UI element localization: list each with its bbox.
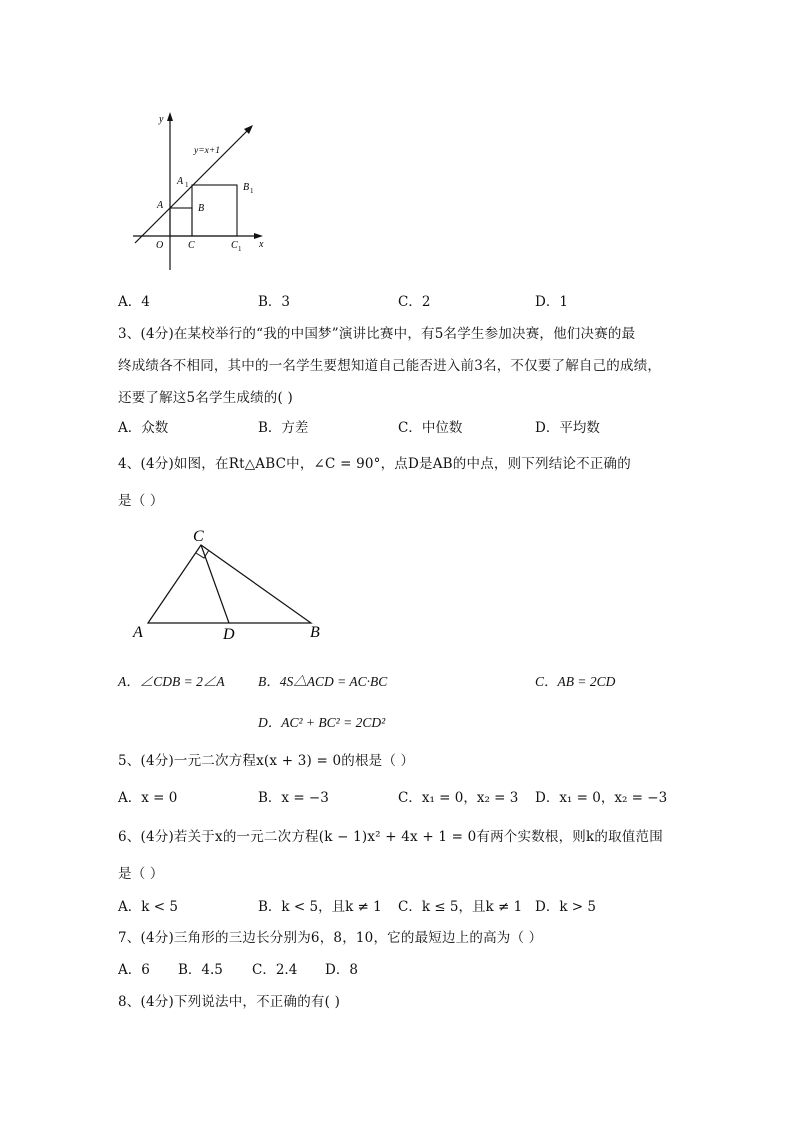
label-C1-sub: 1 [238, 245, 242, 253]
triangle-ABC [148, 545, 311, 623]
label-C: C [188, 240, 195, 251]
q4-text-line1: 4、(4分)如图，在Rt△ABC中，∠C = 90°，点D是AB的中点，则下列结论不正确的 [118, 456, 631, 472]
q7-option-c[interactable]: C．2.4 [252, 962, 298, 978]
label-x: x [259, 239, 264, 250]
q3-option-c[interactable]: C．中位数 [398, 420, 463, 436]
figure-line-graph [125, 108, 285, 283]
label-D: D [223, 626, 235, 643]
q2-option-d[interactable]: D．1 [535, 294, 568, 310]
q7-option-a[interactable]: A．6 [118, 962, 150, 978]
q7-text-line1: 7、(4分)三角形的三边长分别为6，8，10，它的最短边上的高为（ ） [118, 930, 543, 946]
q3-text-line2: 终成绩各不相同，其中的一名学生要想知道自己能否进入前3名，不仅要了解自己的成绩， [118, 358, 662, 374]
q3-option-a[interactable]: A．众数 [118, 420, 169, 436]
right-angle-mark [196, 550, 209, 558]
label-B: B [198, 203, 205, 214]
q2-option-a[interactable]: A．4 [118, 294, 150, 310]
q6-option-a[interactable]: A．k < 5 [118, 899, 178, 915]
label-C: C [193, 528, 204, 545]
label-A1: A [177, 176, 184, 187]
q6-text-line2: 是（ ） [118, 866, 164, 882]
q7-option-b[interactable]: B．4.5 [178, 962, 223, 978]
q5-option-d[interactable]: D．x₁ = 0，x₂ = −3 [535, 790, 668, 806]
q6-text-line1: 6、(4分)若关于x的一元二次方程(k − 1)x² + 4x + 1 = 0有两个实数根，则k的取值范围 [118, 829, 663, 845]
label-A: A [133, 624, 143, 641]
q3-option-d[interactable]: D．平均数 [535, 420, 600, 436]
y-axis-arrow [167, 112, 173, 121]
q8-text-line1: 8、(4分)下列说法中，不正确的有( ) [118, 994, 341, 1010]
q2-option-b[interactable]: B．3 [258, 294, 291, 310]
q7-option-d[interactable]: D．8 [325, 962, 358, 978]
q4-option-b[interactable]: B．4S△ACD = AC·BC [258, 674, 388, 689]
q5-option-c[interactable]: C．x₁ = 0，x₂ = 3 [398, 790, 519, 806]
label-A1-sub: 1 [185, 181, 189, 189]
label-C1: C [231, 240, 238, 251]
label-A: A [157, 200, 164, 211]
q4-option-a[interactable]: A．∠CDB = 2∠A [118, 674, 225, 689]
q6-option-d[interactable]: D．k > 5 [535, 899, 596, 915]
q5-option-b[interactable]: B．x = −3 [258, 790, 329, 806]
q4-option-c[interactable]: C．AB = 2CD [535, 674, 616, 689]
q3-option-b[interactable]: B．方差 [258, 420, 309, 436]
label-O: O [156, 240, 164, 251]
square-small [170, 208, 192, 236]
label-B: B [310, 624, 320, 641]
q4-option-d[interactable]: D．AC² + BC² = 2CD² [258, 715, 386, 730]
q5-option-a[interactable]: A．x = 0 [118, 790, 178, 806]
q6-option-b[interactable]: B．k < 5，且k ≠ 1 [258, 899, 382, 915]
q3-text-line3: 还要了解这5名学生成绩的( ) [118, 390, 293, 406]
q5-text-line1: 5、(4分)一元二次方程x(x + 3) = 0的根是（ ） [118, 753, 415, 769]
label-B1-sub: 1 [250, 187, 254, 195]
label-line-equation: y=x+1 [194, 146, 221, 156]
label-B1: B [243, 182, 250, 193]
label-y: y [159, 114, 164, 125]
figure-right-triangle [128, 525, 328, 643]
q4-text-line2: 是（ ） [118, 493, 164, 509]
q6-option-c[interactable]: C．k ≤ 5，且k ≠ 1 [398, 899, 523, 915]
q2-option-c[interactable]: C．2 [398, 294, 431, 310]
q3-text-line1: 3、(4分)在某校举行的“我的中国梦”演讲比赛中，有5名学生参加决赛，他们决赛的最 [118, 326, 636, 342]
